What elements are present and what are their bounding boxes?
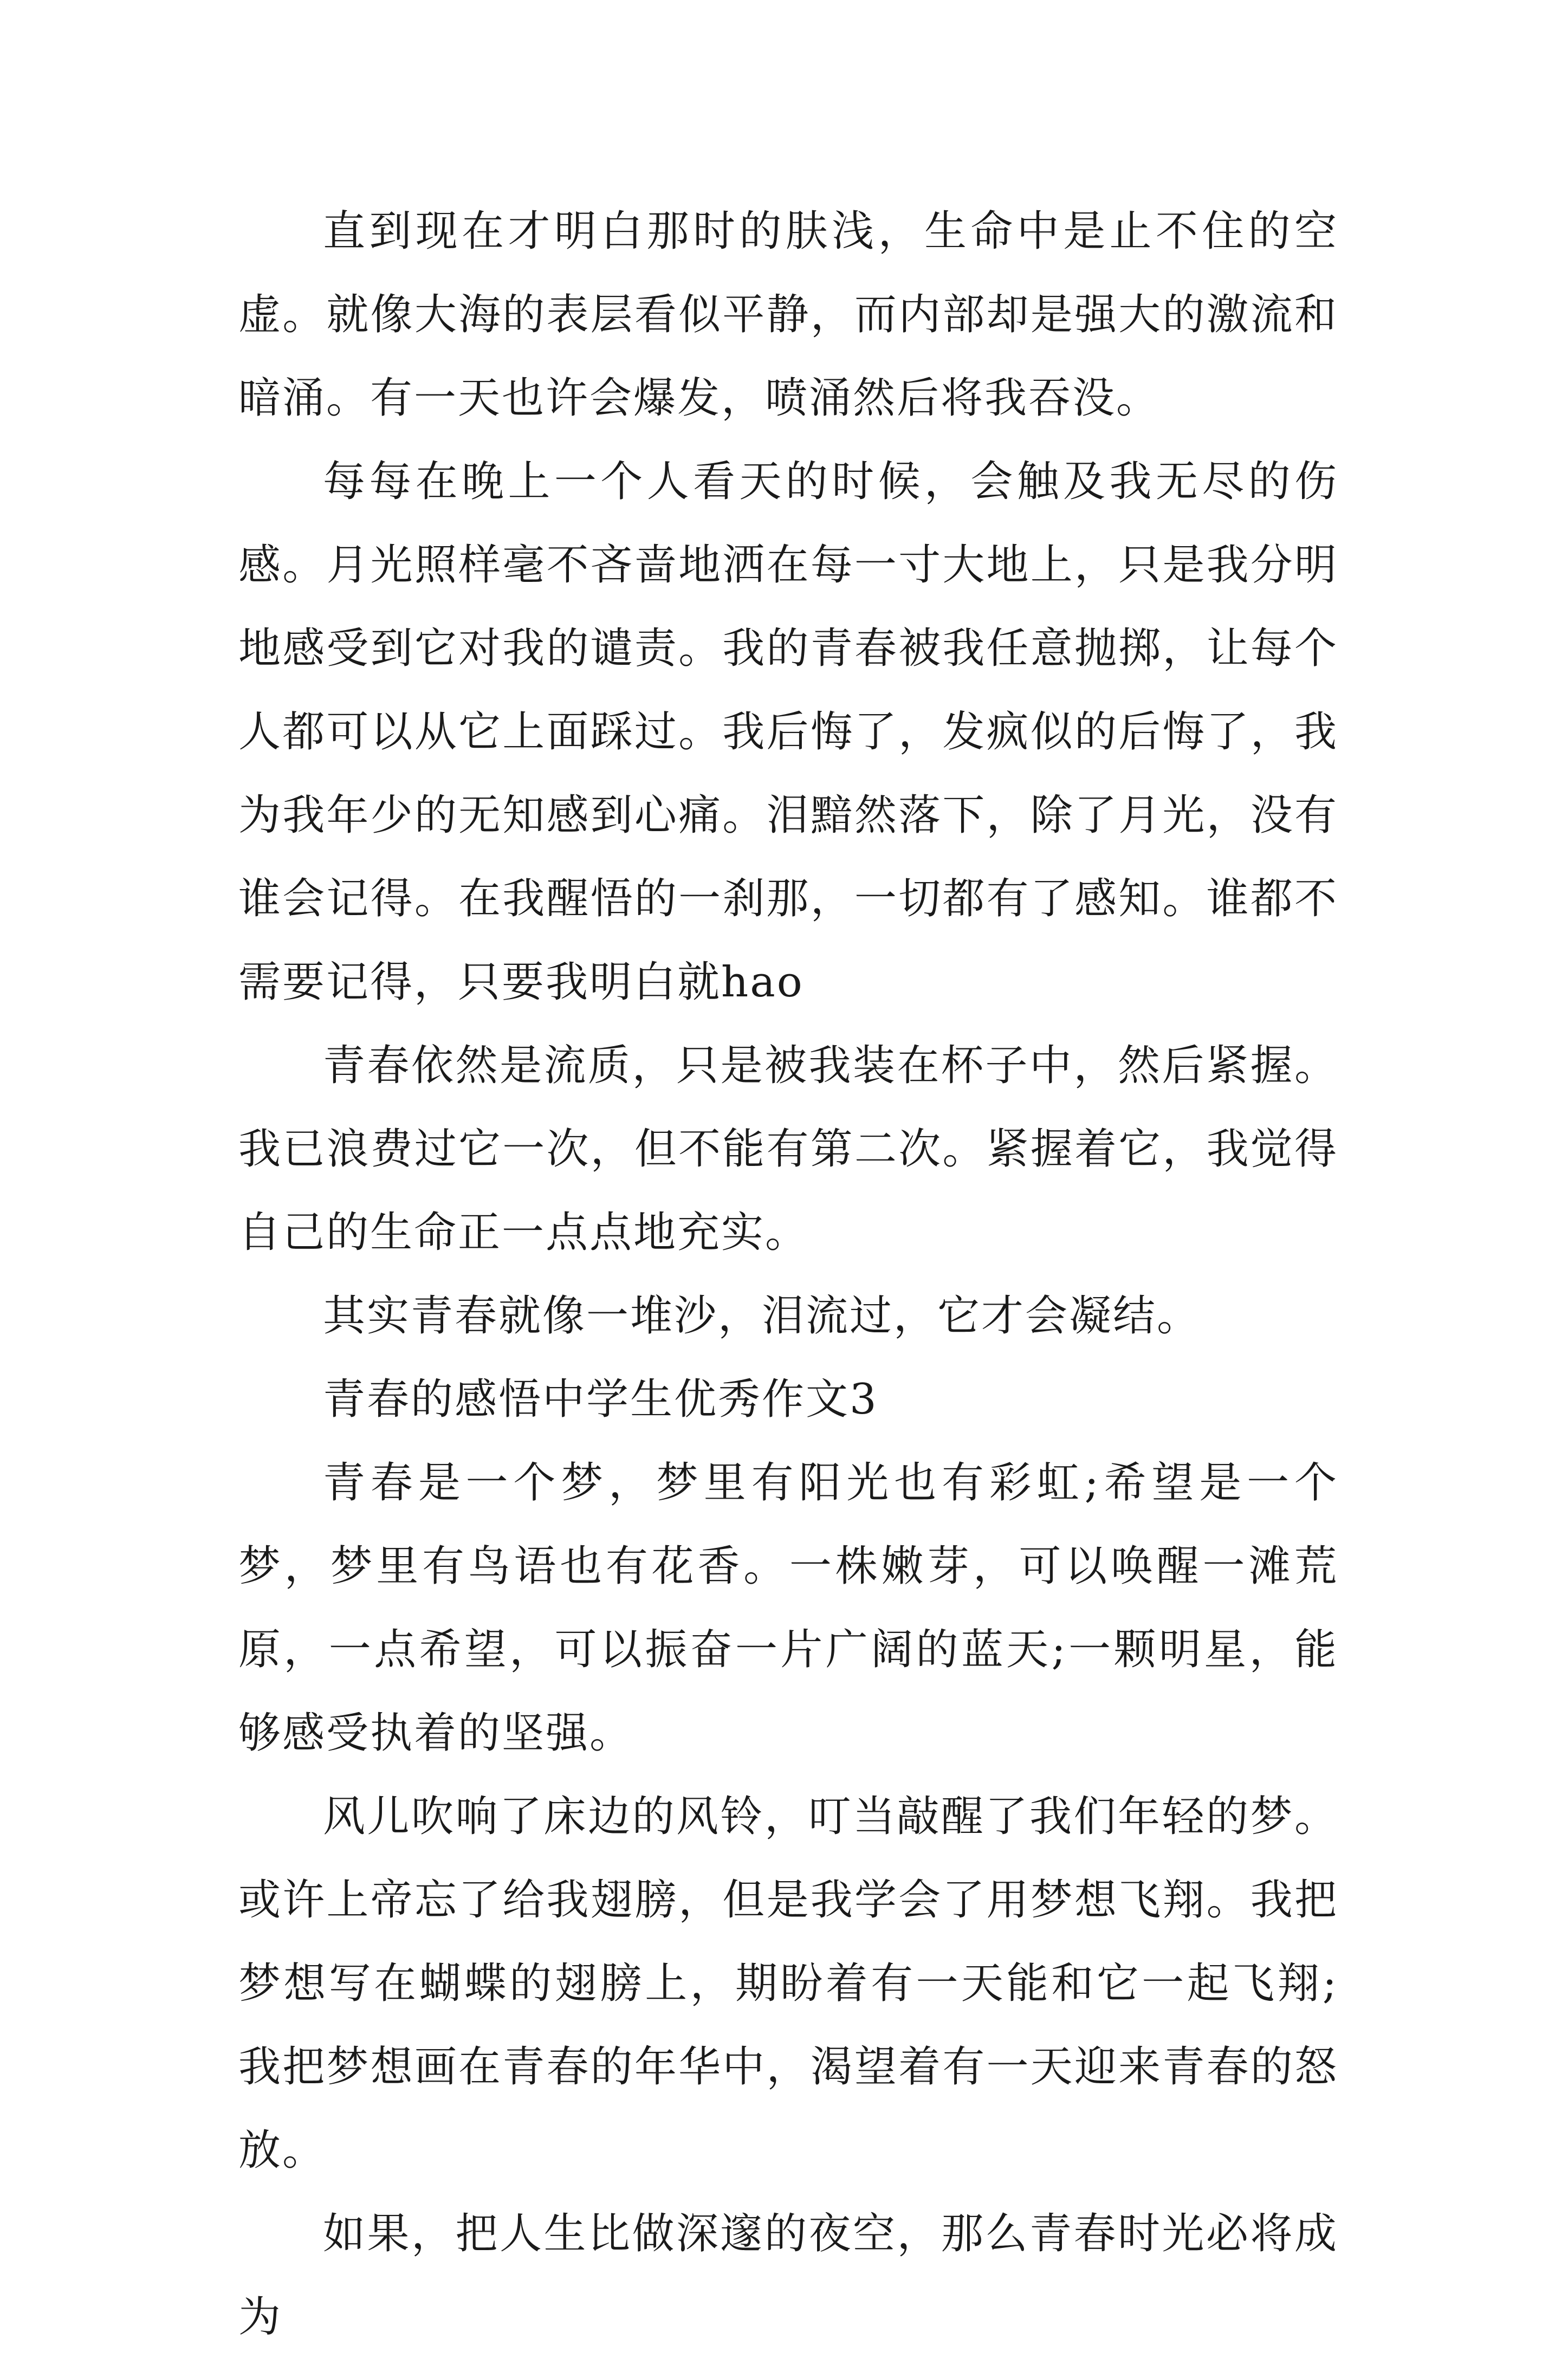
paragraph-4: 其实青春就像一堆沙，泪流过，它才会凝结。 <box>323 1292 1201 1340</box>
paragraph-2: 每每在晚上一个人看天的时候，会触及我无尽的伤感。月光照样毫不吝啬地洒在每一寸大地上，只是我分明地感受到它对我的谴责。我的青春被我任意抛掷，让每个人都可以从它上面踩过。我后悔了，发疯似的后悔了，我为我年少的无知感到心痛。泪黯然落下，除了月光，没有谁会记得。在我醒悟的一刹那，一切都有了感知。谁都不需要记得，只要我明白就hao <box>238 457 1338 1007</box>
paragraph-6: 风儿吹响了床边的风铃，叮当敲醒了我们年轻的梦。或许上帝忘了给我翅膀，但是我学会了用梦想飞翔。我把梦想写在蝴蝶的翅膀上，期盼着有一天能和它一起飞翔;我把梦想画在青春的年华中，渴望着有一天迎来青春的怒放。 <box>238 1792 1338 2175</box>
paragraph-7: 如果，把人生比做深邃的夜空，那么青春时光必将成为 <box>238 2209 1338 2342</box>
paragraph-5: 青春是一个梦，梦里有阳光也有彩虹;希望是一个梦，梦里有鸟语也有花香。一株嫩芽，可以唤醒一滩荒原，一点希望，可以振奋一片广阔的蓝天;一颗明星，能够感受执着的坚强。 <box>238 1459 1338 1758</box>
paragraph-1: 直到现在才明白那时的肤浅，生命中是止不住的空虚。就像大海的表层看似平静，而内部却是强大的激流和暗涌。有一天也许会爆发，喷涌然后将我吞没。 <box>238 207 1338 423</box>
paragraph-3: 青春依然是流质，只是被我装在杯子中，然后紧握。我已浪费过它一次，但不能有第二次。紧握着它，我觉得自己的生命正一点点地充实。 <box>238 1041 1338 1257</box>
document-body <box>238 190 1338 2359</box>
essay-heading: 青春的感悟中学生优秀作文3 <box>323 1375 878 1424</box>
